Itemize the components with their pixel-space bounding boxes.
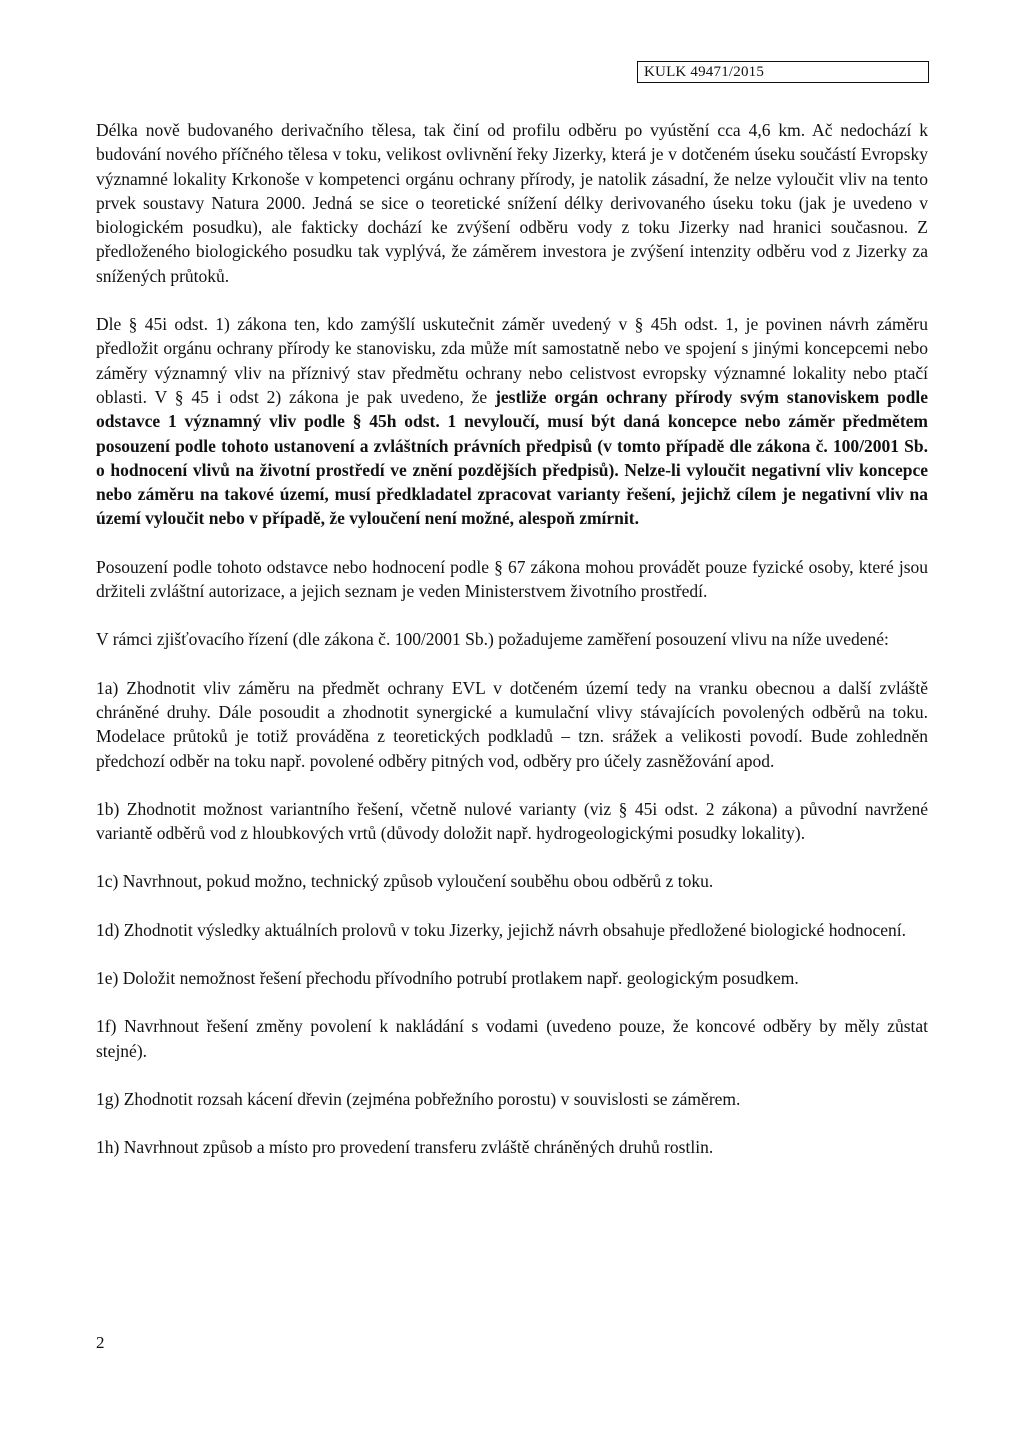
requirement-1c: 1c) Navrhnout, pokud možno, technický způsob vyloučení souběhu obou odběrů z toku. xyxy=(96,871,714,892)
paragraph-law-section-45i xyxy=(96,312,928,531)
requirement-1d: 1d) Zhodnotit výsledky aktuálních prolovů v toku Jizerky, jejichž návrh obsahuje předložené biologické hodnocení. xyxy=(96,919,906,940)
requirement-1f: 1f) Navrhnout řešení změny povolení k nakládání s vodami (uvedeno pouze, že koncové odběry by měly zůstat stejné). xyxy=(96,1016,928,1061)
paragraph-screening-intro: V rámci zjišťovacího řízení (dle zákona č. 100/2001 Sb.) požadujeme zaměření posouzení vlivu na níže uvedené: xyxy=(96,629,889,650)
paragraph-derivation-length: Délka nově budovaného derivačního tělesa, tak činí od profilu odběru po vyústění cca 4,6 km. Ač nedochází k budování nového příčného tělesa v toku, velikost ovlivnění řeky Jizerky, která je v dotčeném úseku součástí Evropsky významné lokality Krkonoše v kompetenci orgánu ochrany přírody, je natolik zásadní, že nelze vyloučit vliv na tento prvek soustavy Natura 2000. Jedná se sice o teoretické snížení délky derivovaného úseku toku (jak je uvedeno v biologickém posudku), ale fakticky dochází ke zvýšení odběru vody z toku Jizerky nad hranici současnou. Z předloženého biologického posudku tak vyplývá, že záměrem investora je zvýšení intenzity odběru vod z Jizerky za snížených průtoků. xyxy=(96,120,928,286)
requirement-1h: 1h) Navrhnout způsob a místo pro provedení transferu zvláště chráněných druhů rostlin. xyxy=(96,1137,714,1158)
document-body xyxy=(96,118,928,1184)
requirement-1e: 1e) Doložit nemožnost řešení přechodu přívodního potrubí protlakem např. geologickým posudkem. xyxy=(96,968,799,989)
requirement-1b: 1b) Zhodnotit možnost variantního řešení, včetně nulové varianty (viz § 45i odst. 2 zákona) a původní navržené variantě odběrů vod z hloubkových vrtů (důvody doložit např. hydrogeologickými posudky lokality). xyxy=(96,798,928,844)
requirement-1a: 1a) Zhodnotit vliv záměru na předmět ochrany EVL v dotčeném území tedy na vranku obecnou a další zvláště chráněné druhy. Dále posoudit a zhodnotit synergické a kumulační vlivy stávajících povolených odběrů na toku. Modelace průtoků je totiž prováděna z teoretických podkladů – tzn. srážek a velikosti povodí. Bude zohledněn předchozí odběr na toku např. povolené odběry pitných vod, odběry pro účely zasněžování apod. xyxy=(96,677,928,771)
paragraph-assessment-authorization: Posouzení podle tohoto odstavce nebo hodnocení podle § 67 zákona mohou provádět pouze fyzické osoby, které jsou držiteli zvláštní autorizace, a jejich seznam je veden Ministerstvem životního prostředí. xyxy=(96,556,928,602)
paragraph-law-text: Dle § 45i odst. 1) zákona ten, kdo zamýšlí uskutečnit záměr uvedený v § 45h odst. 1, je povinen návrh záměru předložit orgánu ochrany přírody ke stanovisku, zda může mít samostatně nebo ve spojení s jinými koncepcemi nebo záměry významný vliv na příznivý stav předmětu ochrany nebo celistvost evropsky významné lokality nebo ptačí oblasti. V § 45 i odst 2) zákona je pak uvedeno, že xyxy=(96,314,928,407)
document-reference-number: KULK 49471/2015 xyxy=(637,61,929,83)
requirement-1g: 1g) Zhodnotit rozsah kácení dřevin (zejména pobřežního porostu) v souvislosti se záměrem. xyxy=(96,1088,741,1109)
page-number: 2 xyxy=(96,1333,105,1352)
paragraph-law-bold-text: jestliže orgán ochrany přírody svým stanoviskem podle odstavce 1 významný vliv podle § 45h odst. 1 nevyloučí, musí být daná koncepce nebo záměr předmětem posouzení podle tohoto ustanovení a zvláštních právních předpisů (v tomto případě dle zákona č. 100/2001 Sb. o hodnocení vlivů na životní prostředí ve znění pozdějších předpisů). Nelze-li vyloučit negativní vliv koncepce nebo záměru na takové území, musí předkladatel zpracovat varianty řešení, jejichž cílem je negativní vliv na území vyloučit nebo v případě, že vyloučení není možné, alespoň zmírnit. xyxy=(96,386,928,529)
